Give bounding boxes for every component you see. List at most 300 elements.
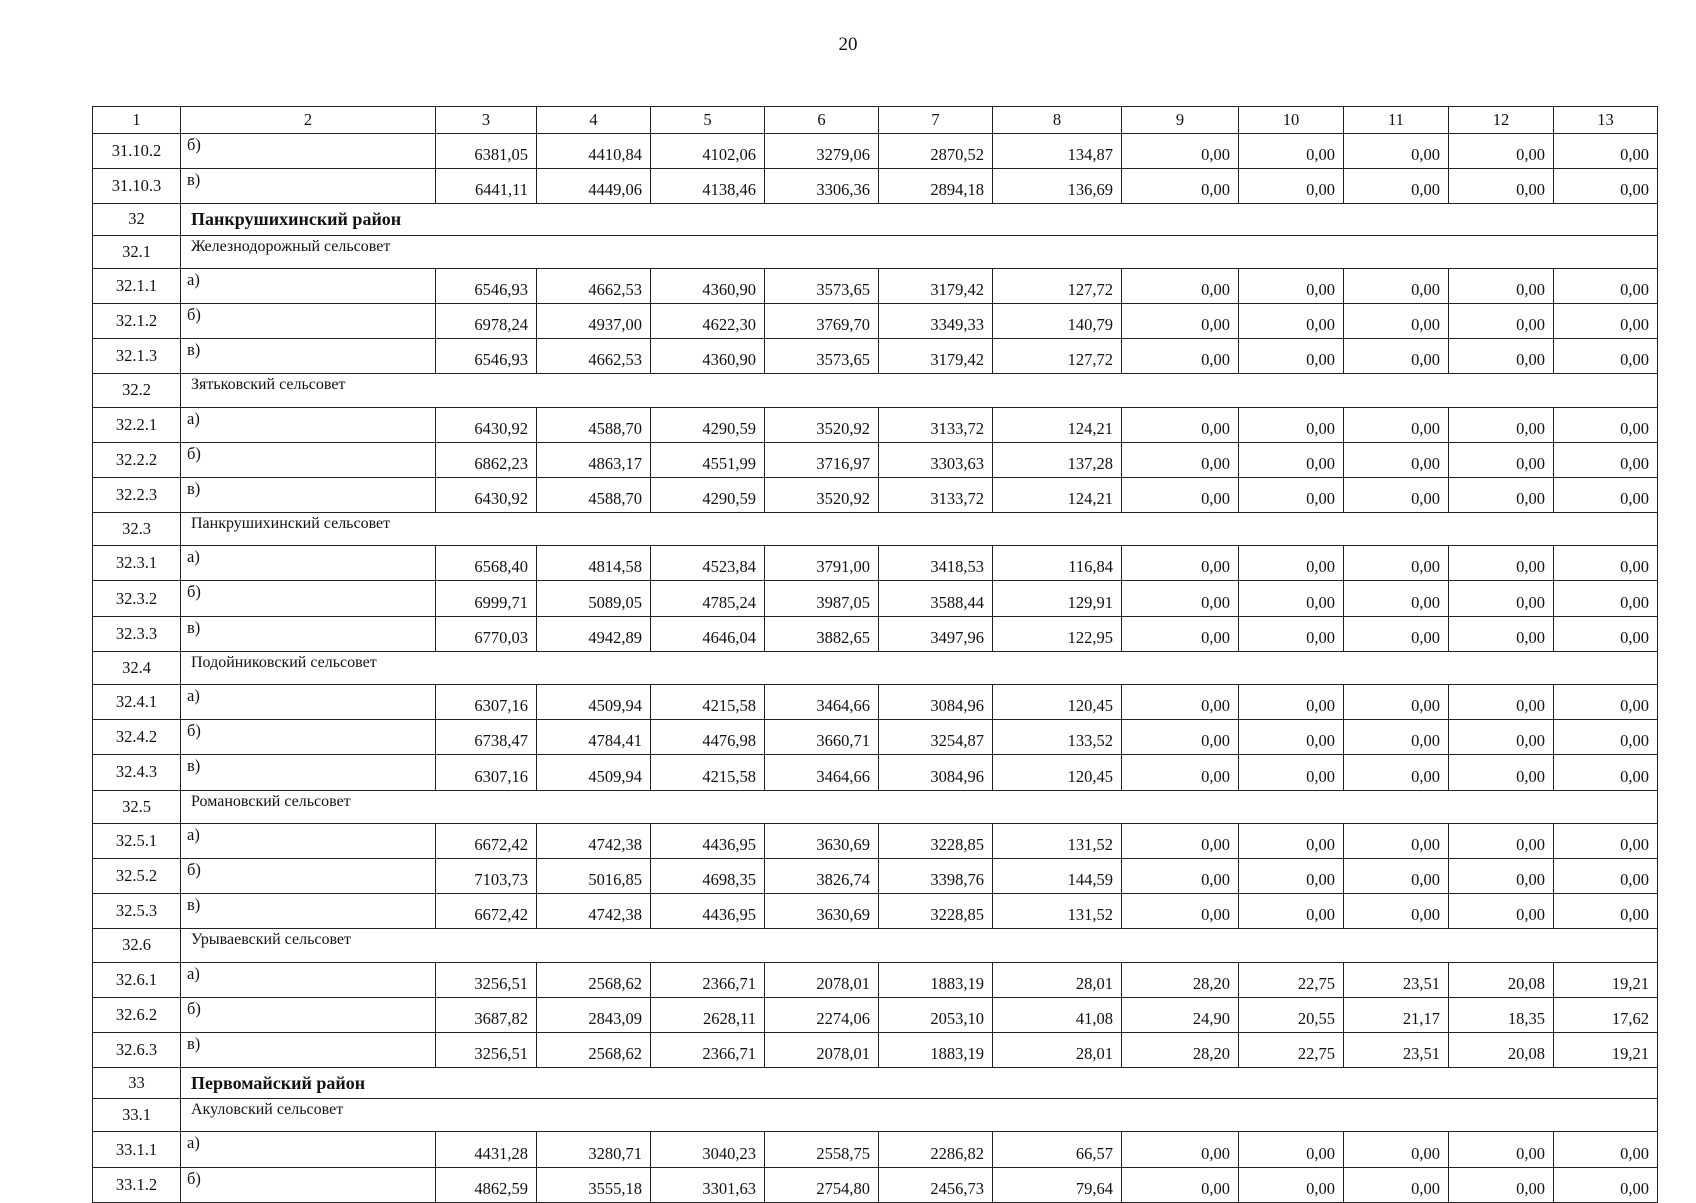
table-cell: 0,00 (1239, 894, 1344, 929)
table-cell: 3084,96 (879, 755, 993, 790)
table-cell: 4937,00 (537, 303, 651, 338)
table-cell: 137,28 (993, 442, 1122, 477)
table-cell: 0,00 (1239, 755, 1344, 790)
table-cell: 4785,24 (651, 581, 765, 616)
table-cell: 0,00 (1449, 268, 1554, 303)
table-cell: 6381,05 (436, 134, 537, 169)
table-cell: 3280,71 (537, 1132, 651, 1167)
table-cell: 19,21 (1554, 962, 1658, 997)
table-cell: 0,00 (1239, 169, 1344, 204)
table-cell: 0,00 (1554, 1167, 1658, 1202)
table-row (93, 546, 1658, 581)
table-cell: 4102,06 (651, 134, 765, 169)
table-cell: 0,00 (1554, 685, 1658, 720)
table-cell: 140,79 (993, 303, 1122, 338)
table-cell: 4436,95 (651, 894, 765, 929)
row-code: 32.1.3 (93, 339, 181, 374)
row-code: 32.5.2 (93, 858, 181, 893)
table-cell: 2286,82 (879, 1132, 993, 1167)
table-cell: 0,00 (1554, 442, 1658, 477)
table-cell: 0,00 (1122, 581, 1239, 616)
row-variant-label: б) (181, 581, 436, 616)
table-cell: 23,51 (1344, 962, 1449, 997)
column-header: 9 (1122, 107, 1239, 134)
table-row (93, 339, 1658, 374)
table-cell: 0,00 (1344, 894, 1449, 929)
table-cell: 2456,73 (879, 1167, 993, 1202)
row-variant-label: б) (181, 134, 436, 169)
table-cell: 134,87 (993, 134, 1122, 169)
table-row (93, 1032, 1658, 1067)
table-cell: 6568,40 (436, 546, 537, 581)
table-cell: 3228,85 (879, 823, 993, 858)
table-cell: 18,35 (1449, 997, 1554, 1032)
row-code: 32.1.1 (93, 268, 181, 303)
table-cell: 6441,11 (436, 169, 537, 204)
council-name: Романовский сельсовет (181, 790, 1658, 823)
table-cell: 0,00 (1449, 1167, 1554, 1202)
table-cell: 0,00 (1239, 616, 1344, 651)
table-cell: 6546,93 (436, 339, 537, 374)
table-cell: 4431,28 (436, 1132, 537, 1167)
table-cell: 0,00 (1449, 477, 1554, 512)
table-row (93, 477, 1658, 512)
table-cell: 41,08 (993, 997, 1122, 1032)
table-cell: 4509,94 (537, 685, 651, 720)
row-variant-label: в) (181, 616, 436, 651)
row-code: 32.4.2 (93, 720, 181, 755)
table-cell: 0,00 (1122, 894, 1239, 929)
table-cell: 6430,92 (436, 407, 537, 442)
table-cell: 2568,62 (537, 962, 651, 997)
table-cell: 4662,53 (537, 339, 651, 374)
table-cell: 3555,18 (537, 1167, 651, 1202)
row-variant-label: в) (181, 169, 436, 204)
table-cell: 0,00 (1122, 268, 1239, 303)
table-cell: 0,00 (1122, 755, 1239, 790)
table-cell: 0,00 (1122, 858, 1239, 893)
table-row (93, 134, 1658, 169)
table-cell: 0,00 (1449, 169, 1554, 204)
table-cell: 0,00 (1449, 134, 1554, 169)
table-cell: 3256,51 (436, 962, 537, 997)
section-row (93, 1068, 1658, 1099)
row-code: 33 (93, 1068, 181, 1099)
table-cell: 3826,74 (765, 858, 879, 893)
table-cell: 0,00 (1122, 407, 1239, 442)
table-cell: 0,00 (1239, 720, 1344, 755)
table-cell: 3301,63 (651, 1167, 765, 1202)
table-cell: 2558,75 (765, 1132, 879, 1167)
group-row (93, 235, 1658, 268)
table-cell: 17,62 (1554, 997, 1658, 1032)
table-cell: 0,00 (1239, 858, 1344, 893)
row-code: 32.5.3 (93, 894, 181, 929)
table-cell: 124,21 (993, 407, 1122, 442)
district-name: Первомайский район (181, 1068, 1658, 1099)
table-row (93, 407, 1658, 442)
table-cell: 2078,01 (765, 1032, 879, 1067)
row-variant-label: в) (181, 477, 436, 512)
table-cell: 0,00 (1554, 1132, 1658, 1167)
table-cell: 0,00 (1122, 616, 1239, 651)
row-code: 32.2.3 (93, 477, 181, 512)
council-name: Урываевский сельсовет (181, 929, 1658, 962)
table-cell: 120,45 (993, 755, 1122, 790)
table-cell: 4784,41 (537, 720, 651, 755)
table-cell: 3791,00 (765, 546, 879, 581)
table-cell: 3573,65 (765, 339, 879, 374)
table-cell: 6978,24 (436, 303, 537, 338)
council-name: Зятьковский сельсовет (181, 374, 1658, 407)
row-code: 32.3.3 (93, 616, 181, 651)
table-cell: 0,00 (1122, 685, 1239, 720)
table-cell: 0,00 (1344, 134, 1449, 169)
table-cell: 6546,93 (436, 268, 537, 303)
group-row (93, 651, 1658, 684)
row-code: 32.1 (93, 235, 181, 268)
table-cell: 3497,96 (879, 616, 993, 651)
table-row (93, 581, 1658, 616)
row-variant-label: б) (181, 997, 436, 1032)
group-row (93, 374, 1658, 407)
table-cell: 3254,87 (879, 720, 993, 755)
row-variant-label: а) (181, 962, 436, 997)
table-cell: 0,00 (1554, 720, 1658, 755)
row-variant-label: а) (181, 546, 436, 581)
table-cell: 0,00 (1344, 442, 1449, 477)
table-cell: 0,00 (1344, 720, 1449, 755)
table-cell: 4215,58 (651, 755, 765, 790)
council-name: Панкрушихинский сельсовет (181, 513, 1658, 546)
table-cell: 4138,46 (651, 169, 765, 204)
table-row (93, 303, 1658, 338)
table-cell: 24,90 (1122, 997, 1239, 1032)
table-cell: 4449,06 (537, 169, 651, 204)
group-row (93, 790, 1658, 823)
group-row (93, 513, 1658, 546)
table-cell: 0,00 (1449, 442, 1554, 477)
table-cell: 0,00 (1344, 477, 1449, 512)
column-header: 5 (651, 107, 765, 134)
row-code: 32.3 (93, 513, 181, 546)
table-row (93, 616, 1658, 651)
column-header: 4 (537, 107, 651, 134)
table-row (93, 894, 1658, 929)
council-name: Железнодорожный сельсовет (181, 235, 1658, 268)
table-cell: 116,84 (993, 546, 1122, 581)
table-row (93, 755, 1658, 790)
table-cell: 0,00 (1449, 407, 1554, 442)
table-cell: 3882,65 (765, 616, 879, 651)
table-cell: 0,00 (1122, 169, 1239, 204)
row-variant-label: б) (181, 1167, 436, 1202)
table-cell: 3084,96 (879, 685, 993, 720)
table-row (93, 858, 1658, 893)
table-cell: 4551,99 (651, 442, 765, 477)
table-cell: 3418,53 (879, 546, 993, 581)
table-cell: 0,00 (1554, 477, 1658, 512)
table-cell: 1883,19 (879, 1032, 993, 1067)
table-cell: 0,00 (1122, 1132, 1239, 1167)
table-cell: 28,20 (1122, 962, 1239, 997)
table-cell: 3573,65 (765, 268, 879, 303)
table-cell: 4814,58 (537, 546, 651, 581)
group-row (93, 929, 1658, 962)
row-code: 32.5 (93, 790, 181, 823)
table-cell: 2078,01 (765, 962, 879, 997)
table-cell: 0,00 (1122, 477, 1239, 512)
table-cell: 0,00 (1122, 720, 1239, 755)
row-code: 31.10.2 (93, 134, 181, 169)
table-cell: 0,00 (1449, 685, 1554, 720)
table-cell: 4942,89 (537, 616, 651, 651)
table-cell: 0,00 (1344, 1132, 1449, 1167)
table-cell: 0,00 (1449, 339, 1554, 374)
table-cell: 3660,71 (765, 720, 879, 755)
table-cell: 4862,59 (436, 1167, 537, 1202)
group-row (93, 1099, 1658, 1132)
table-cell: 5089,05 (537, 581, 651, 616)
table-cell: 0,00 (1239, 442, 1344, 477)
column-header: 1 (93, 107, 181, 134)
table-cell: 3040,23 (651, 1132, 765, 1167)
table-cell: 129,91 (993, 581, 1122, 616)
table-cell: 0,00 (1554, 546, 1658, 581)
table-cell: 0,00 (1554, 616, 1658, 651)
table-row (93, 997, 1658, 1032)
row-code: 33.1.1 (93, 1132, 181, 1167)
column-header: 6 (765, 107, 879, 134)
table-cell: 3349,33 (879, 303, 993, 338)
table-cell: 3987,05 (765, 581, 879, 616)
table-cell: 0,00 (1239, 268, 1344, 303)
row-code: 32.5.1 (93, 823, 181, 858)
table-cell: 2843,09 (537, 997, 651, 1032)
table-cell: 144,59 (993, 858, 1122, 893)
table-cell: 28,01 (993, 1032, 1122, 1067)
row-variant-label: в) (181, 1032, 436, 1067)
table-cell: 0,00 (1449, 755, 1554, 790)
table-cell: 6672,42 (436, 894, 537, 929)
column-header: 8 (993, 107, 1122, 134)
table-cell: 0,00 (1344, 858, 1449, 893)
table-cell: 0,00 (1554, 268, 1658, 303)
table-cell: 0,00 (1344, 169, 1449, 204)
table-cell: 4863,17 (537, 442, 651, 477)
table-cell: 0,00 (1344, 407, 1449, 442)
table-cell: 0,00 (1239, 303, 1344, 338)
table-cell: 6307,16 (436, 755, 537, 790)
table-cell: 122,95 (993, 616, 1122, 651)
row-code: 31.10.3 (93, 169, 181, 204)
table-cell: 0,00 (1344, 546, 1449, 581)
table-cell: 0,00 (1122, 134, 1239, 169)
table-cell: 0,00 (1449, 894, 1554, 929)
table-cell: 6307,16 (436, 685, 537, 720)
table-cell: 2366,71 (651, 962, 765, 997)
table-cell: 136,69 (993, 169, 1122, 204)
table-cell: 4646,04 (651, 616, 765, 651)
table-cell: 4360,90 (651, 339, 765, 374)
table-row (93, 962, 1658, 997)
table-row (93, 442, 1658, 477)
table-cell: 0,00 (1239, 407, 1344, 442)
table-cell: 22,75 (1239, 1032, 1344, 1067)
table-cell: 127,72 (993, 339, 1122, 374)
table-cell: 3630,69 (765, 823, 879, 858)
table-cell: 28,20 (1122, 1032, 1239, 1067)
table-cell: 4290,59 (651, 477, 765, 512)
table-cell: 1883,19 (879, 962, 993, 997)
table-cell: 0,00 (1344, 303, 1449, 338)
table-cell: 0,00 (1554, 169, 1658, 204)
column-header: 10 (1239, 107, 1344, 134)
row-code: 32.2 (93, 374, 181, 407)
table-cell: 2894,18 (879, 169, 993, 204)
table-cell: 3133,72 (879, 407, 993, 442)
table-cell: 0,00 (1344, 581, 1449, 616)
table-cell: 0,00 (1449, 616, 1554, 651)
table-cell: 6770,03 (436, 616, 537, 651)
table-cell: 4742,38 (537, 894, 651, 929)
row-variant-label: а) (181, 1132, 436, 1167)
table-cell: 0,00 (1239, 1132, 1344, 1167)
table-cell: 0,00 (1122, 546, 1239, 581)
table-cell: 0,00 (1344, 339, 1449, 374)
table-cell: 131,52 (993, 894, 1122, 929)
table-cell: 5016,85 (537, 858, 651, 893)
row-code: 32.4.3 (93, 755, 181, 790)
table-cell: 3306,36 (765, 169, 879, 204)
table-cell: 6862,23 (436, 442, 537, 477)
table-cell: 0,00 (1239, 546, 1344, 581)
table-cell: 3256,51 (436, 1032, 537, 1067)
table-cell: 4410,84 (537, 134, 651, 169)
column-header: 13 (1554, 107, 1658, 134)
row-code: 33.1 (93, 1099, 181, 1132)
column-header: 12 (1449, 107, 1554, 134)
column-header: 3 (436, 107, 537, 134)
table-cell: 0,00 (1122, 339, 1239, 374)
table-cell: 3464,66 (765, 685, 879, 720)
table-cell: 3716,97 (765, 442, 879, 477)
row-variant-label: б) (181, 720, 436, 755)
row-code: 32.3.2 (93, 581, 181, 616)
table-cell: 0,00 (1239, 339, 1344, 374)
table-cell: 0,00 (1239, 1167, 1344, 1202)
page-number: 20 (838, 34, 858, 55)
row-code: 32.4 (93, 651, 181, 684)
table-cell: 0,00 (1449, 1132, 1554, 1167)
table-cell: 124,21 (993, 477, 1122, 512)
table-cell: 0,00 (1449, 823, 1554, 858)
table-cell: 4588,70 (537, 477, 651, 512)
table-cell: 20,08 (1449, 1032, 1554, 1067)
table-cell: 20,55 (1239, 997, 1344, 1032)
table-cell: 21,17 (1344, 997, 1449, 1032)
table-cell: 2274,06 (765, 997, 879, 1032)
table-row (93, 1132, 1658, 1167)
table-cell: 3303,63 (879, 442, 993, 477)
table-cell: 3464,66 (765, 755, 879, 790)
table-cell: 6430,92 (436, 477, 537, 512)
row-code: 32.2.1 (93, 407, 181, 442)
table-body (93, 107, 1658, 1203)
table-cell: 2568,62 (537, 1032, 651, 1067)
row-code: 32.6 (93, 929, 181, 962)
table-cell: 3588,44 (879, 581, 993, 616)
table-cell: 22,75 (1239, 962, 1344, 997)
table-cell: 0,00 (1239, 823, 1344, 858)
table-cell: 4698,35 (651, 858, 765, 893)
table-cell: 0,00 (1554, 823, 1658, 858)
table-cell: 4215,58 (651, 685, 765, 720)
row-variant-label: б) (181, 303, 436, 338)
table-cell: 0,00 (1344, 268, 1449, 303)
table-cell: 23,51 (1344, 1032, 1449, 1067)
table-cell: 6672,42 (436, 823, 537, 858)
table-cell: 6999,71 (436, 581, 537, 616)
row-code: 32.3.1 (93, 546, 181, 581)
table-row (93, 169, 1658, 204)
row-variant-label: в) (181, 894, 436, 929)
council-name: Акуловский сельсовет (181, 1099, 1658, 1132)
table-cell: 0,00 (1554, 407, 1658, 442)
table-cell: 0,00 (1122, 1167, 1239, 1202)
table-cell: 79,64 (993, 1167, 1122, 1202)
table-cell: 4662,53 (537, 268, 651, 303)
council-name: Подойниковский сельсовет (181, 651, 1658, 684)
table-cell: 4509,94 (537, 755, 651, 790)
table-cell: 0,00 (1122, 823, 1239, 858)
table-cell: 0,00 (1449, 581, 1554, 616)
table-cell: 4436,95 (651, 823, 765, 858)
table-cell: 2628,11 (651, 997, 765, 1032)
table-cell: 0,00 (1239, 134, 1344, 169)
table-cell: 0,00 (1554, 303, 1658, 338)
table-cell: 0,00 (1344, 616, 1449, 651)
table-cell: 4476,98 (651, 720, 765, 755)
table-cell: 2754,80 (765, 1167, 879, 1202)
row-variant-label: а) (181, 268, 436, 303)
table-cell: 4622,30 (651, 303, 765, 338)
table-cell: 0,00 (1554, 581, 1658, 616)
table-cell: 0,00 (1122, 442, 1239, 477)
table-row (93, 685, 1658, 720)
table-cell: 4742,38 (537, 823, 651, 858)
column-header: 11 (1344, 107, 1449, 134)
table-cell: 0,00 (1344, 1167, 1449, 1202)
table-cell: 28,01 (993, 962, 1122, 997)
table-cell: 3228,85 (879, 894, 993, 929)
table-cell: 4523,84 (651, 546, 765, 581)
table-cell: 0,00 (1122, 303, 1239, 338)
row-variant-label: в) (181, 339, 436, 374)
table-cell: 6738,47 (436, 720, 537, 755)
table-cell: 0,00 (1554, 134, 1658, 169)
row-variant-label: а) (181, 407, 436, 442)
table-cell: 0,00 (1344, 823, 1449, 858)
table-cell: 3179,42 (879, 339, 993, 374)
tariff-table (92, 106, 1658, 1203)
table-cell: 3769,70 (765, 303, 879, 338)
table-cell: 2366,71 (651, 1032, 765, 1067)
table-cell: 3630,69 (765, 894, 879, 929)
row-code: 32.6.1 (93, 962, 181, 997)
district-name: Панкрушихинский район (181, 204, 1658, 235)
table-cell: 127,72 (993, 268, 1122, 303)
